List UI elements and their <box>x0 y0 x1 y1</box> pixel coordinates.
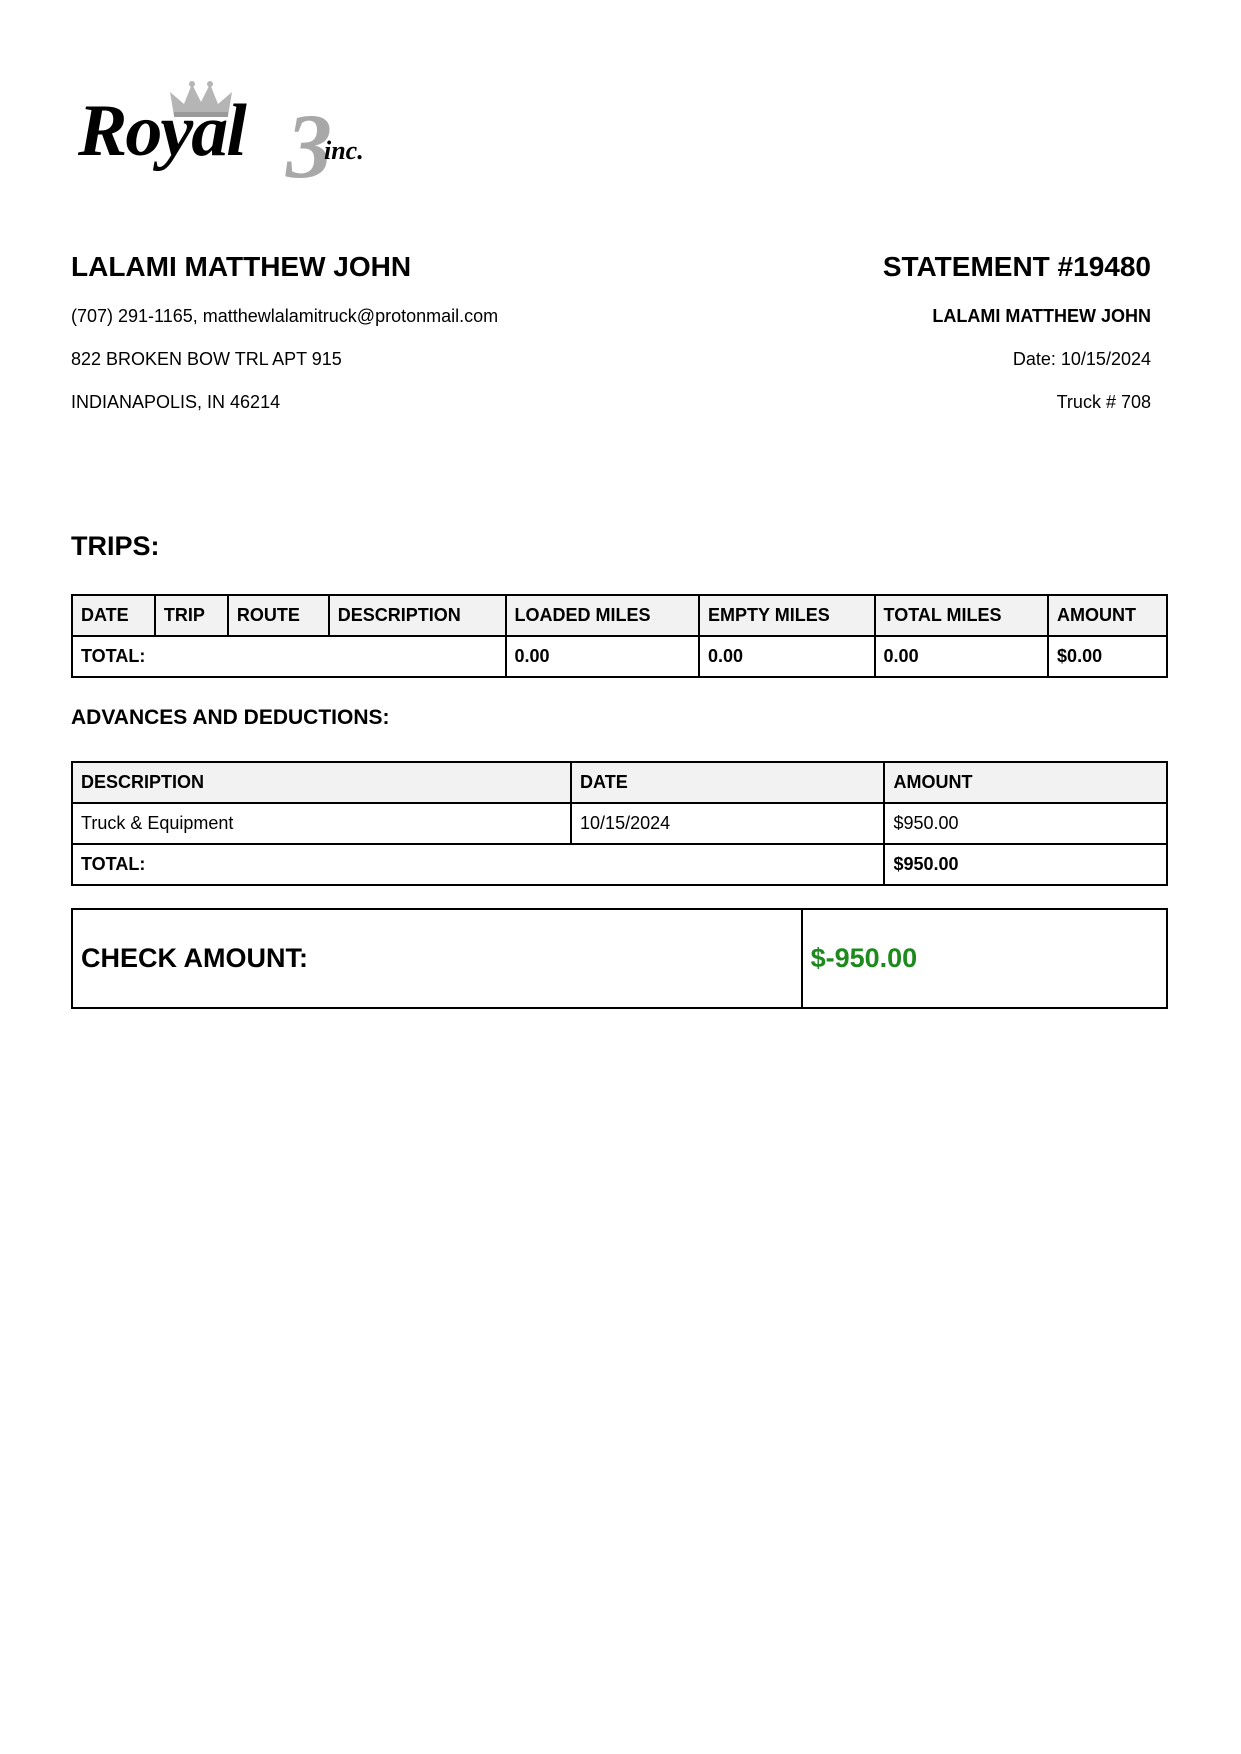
statement-title: STATEMENT #19480 <box>882 251 1151 282</box>
deductions-header-row <box>72 762 1167 803</box>
deductions-total-row <box>72 844 1167 885</box>
trips-header-total-miles: TOTAL MILES <box>875 595 1049 636</box>
deductions-header-date: DATE <box>571 762 884 803</box>
trips-total-row <box>72 636 1167 677</box>
deductions-total-amount: $950.00 <box>884 844 1167 885</box>
trips-total-miles: 0.00 <box>875 636 1049 677</box>
trips-total-amount: $0.00 <box>1048 636 1167 677</box>
logo-suffix: inc. <box>324 136 364 165</box>
driver-contact: (707) 291-1165, matthewlalamitruck@protonmail.com <box>71 306 499 326</box>
driver-name: LALAMI MATTHEW JOHN <box>71 251 412 282</box>
driver-info <box>71 250 498 435</box>
trips-header-trip: TRIP <box>155 595 228 636</box>
driver-address-line1: 822 BROKEN BOW TRL APT 915 <box>71 349 342 369</box>
check-amount-table <box>71 908 1168 1009</box>
trips-header-route: ROUTE <box>228 595 329 636</box>
trips-total-label: TOTAL: <box>72 636 506 677</box>
trips-total-empty: 0.00 <box>699 636 875 677</box>
deduction-amount: $950.00 <box>884 803 1167 844</box>
logo-numeral: 3 <box>286 95 332 197</box>
statement-date: Date: 10/15/2024 <box>1012 349 1151 369</box>
trips-header-row <box>72 595 1167 636</box>
statement-name: LALAMI MATTHEW JOHN <box>932 306 1151 326</box>
trips-header-description: DESCRIPTION <box>329 595 506 636</box>
trips-title: TRIPS: <box>71 531 160 561</box>
deduction-date: 10/15/2024 <box>571 803 884 844</box>
trips-total-loaded: 0.00 <box>506 636 700 677</box>
company-logo <box>78 80 378 197</box>
deductions-total-label: TOTAL: <box>72 844 884 885</box>
deductions-table <box>71 761 1168 886</box>
trips-header-date: DATE <box>72 595 155 636</box>
logo-script-text: Royal <box>78 90 245 172</box>
statement-truck: Truck # 708 <box>1056 392 1151 412</box>
deductions-header-amount: AMOUNT <box>884 762 1167 803</box>
statement-info <box>883 250 1151 435</box>
trips-table <box>71 594 1168 678</box>
check-amount-label: CHECK AMOUNT: <box>72 909 802 1008</box>
trips-header-loaded-miles: LOADED MILES <box>506 595 700 636</box>
deductions-title: ADVANCES AND DEDUCTIONS: <box>71 706 390 729</box>
deduction-description: Truck & Equipment <box>72 803 571 844</box>
driver-address-line2: INDIANAPOLIS, IN 46214 <box>71 392 281 412</box>
deductions-header-description: DESCRIPTION <box>72 762 571 803</box>
trips-header-empty-miles: EMPTY MILES <box>699 595 875 636</box>
trips-header-amount: AMOUNT <box>1048 595 1167 636</box>
check-amount-value: $-950.00 <box>802 909 1167 1008</box>
table-row <box>72 803 1167 844</box>
